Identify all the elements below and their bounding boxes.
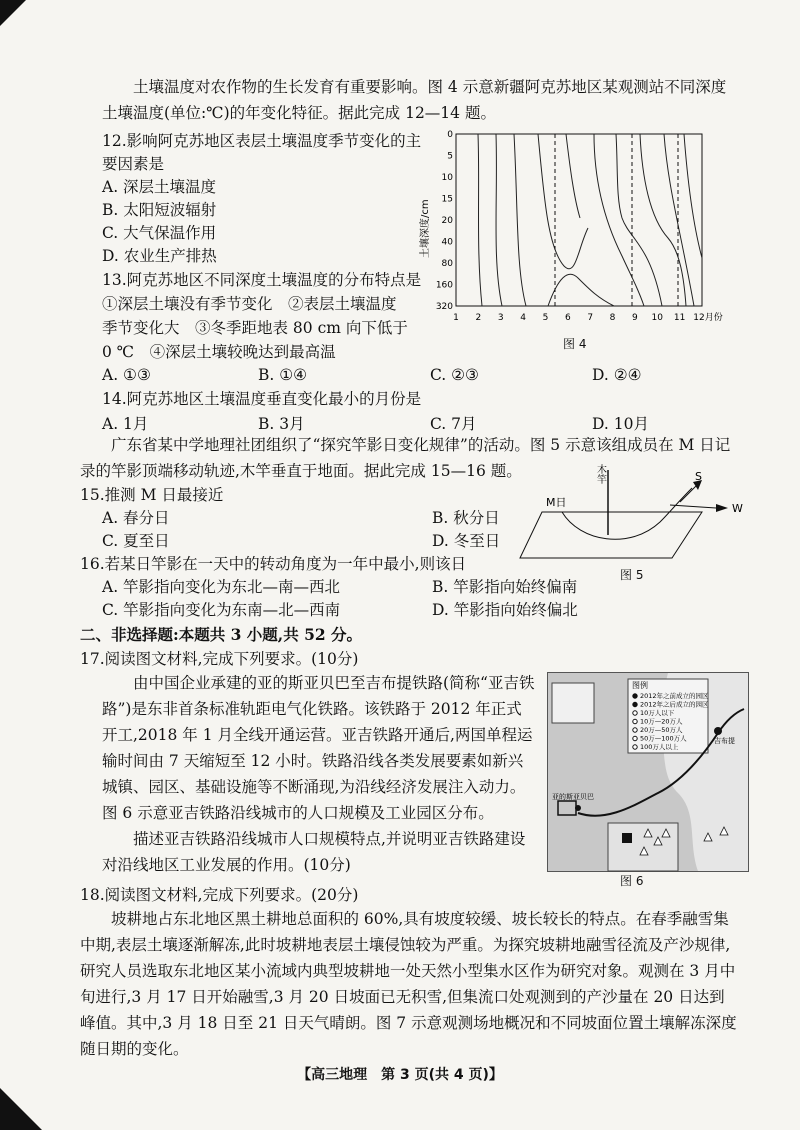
q15-stem: 15.推测 M 日最接近 xyxy=(80,486,224,504)
q13-option-b[interactable]: B. ①④ xyxy=(258,366,308,384)
fig5-w-label: W xyxy=(732,502,743,515)
fig6-legend-item: 50万—100万人 xyxy=(640,734,687,743)
fig4-xtick-label: 4 xyxy=(520,313,526,323)
fig4-xtick-label: 2 xyxy=(475,313,482,323)
figure-6-map xyxy=(547,672,749,872)
q12-stem-line1: 12.影响阿克苏地区表层土壤温度季节变化的主 xyxy=(102,132,422,150)
fig4-ytick-label: 15 xyxy=(441,194,453,205)
fig6-legend-symbol xyxy=(633,728,637,732)
fig4-ytick-label: 40 xyxy=(441,237,453,248)
q15-option-c[interactable]: C. 夏至日 xyxy=(102,532,170,550)
intro-paragraph-1: 土壤温度对农作物的生长发育有重要影响。图 4 示意新疆阿克苏地区某观测站不同深度土壤温度(单位:℃)的年变化特征。据此完成 12—14 题。 xyxy=(102,78,727,122)
q14-option-a[interactable]: A. 1月 xyxy=(102,415,149,433)
fig4-xtick-label: 7 xyxy=(587,313,594,323)
q14-option-c[interactable]: C. 7月 xyxy=(430,415,477,433)
q13-stem-line3: 季节变化大 ③冬季距地表 80 cm 向下低于 xyxy=(102,319,408,337)
fig4-xtick-label: 5 xyxy=(542,313,549,323)
q14-stem: 14.阿克苏地区土壤温度垂直变化最小的月份是 xyxy=(102,390,422,408)
fig4-ytick-label: 160 xyxy=(435,280,453,291)
q13-option-c[interactable]: C. ②③ xyxy=(430,366,479,384)
fig5-caption: 图 5 xyxy=(620,568,644,582)
q13-stem-line1: 13.阿克苏地区不同深度土壤温度的分布特点是 xyxy=(102,271,422,289)
q14-option-d[interactable]: D. 10月 xyxy=(592,415,649,433)
q17-task: 描述亚吉铁路沿线城市人口规模特点,并说明亚吉铁路建设对沿线地区工业发展的作用。(10分) xyxy=(102,830,526,874)
fig4-ytick-label: 5 xyxy=(447,151,453,162)
fig5-pole-label: 木竿 xyxy=(594,464,606,484)
corner-mark-bottom-left xyxy=(0,1088,42,1130)
q17-material: 由中国企业承建的亚的斯亚贝巴至吉布提铁路(简称“亚吉铁路”)是东非首条标准轨距电气化铁路。该铁路于 2012 年正式开工,2018 年 1 月全线开通运营。亚吉铁路开通后,两国单程运输时间由 7 天缩短至 12 小时。铁路沿线各类发展要素如新兴城镇、园区、基础设施等不断涌现,为沿线经济发展注入动力。图 6 示意亚吉铁路沿线城市的人口规模及工业园区分布。 xyxy=(102,674,535,822)
q16-option-c[interactable]: C. 竿影指向变化为东南—北—西南 xyxy=(102,601,341,619)
q16-stem: 16.若某日竿影在一天中的转动角度为一年中最小,则该日 xyxy=(80,555,467,573)
q15-option-a[interactable]: A. 春分日 xyxy=(102,509,170,527)
fig6-legend-symbol xyxy=(633,711,637,715)
figure-4-contour-chart xyxy=(418,128,723,350)
corner-mark-top-left xyxy=(0,0,26,26)
fig6-legend-item: 2012年之前成立的园区 xyxy=(640,692,709,700)
fig6-legend-symbol xyxy=(633,736,637,740)
q12-stem-line2: 要因素是 xyxy=(102,155,165,173)
fig4-xtick-label: 6 xyxy=(564,313,571,323)
fig5-s-label: S xyxy=(695,470,702,483)
fig6-legend-symbol xyxy=(633,702,637,706)
fig4-caption: 图 4 xyxy=(563,337,587,351)
fig6-legend-title: 图例 xyxy=(632,681,648,690)
fig6-legend-symbol xyxy=(633,694,637,698)
fig6-legend-item: 100万人以上 xyxy=(640,743,679,751)
fig6-legend-item: 2012年之后成立的园区 xyxy=(640,700,709,709)
q18-stem: 18.阅读图文材料,完成下列要求。(20分) xyxy=(80,886,359,904)
fig6-legend-symbol xyxy=(633,719,637,723)
fig4-xtick-label: 11 xyxy=(673,313,686,323)
figure-5-shadow-diagram xyxy=(520,460,760,570)
fig4-ytick-label: 320 xyxy=(435,302,453,312)
q16-option-b[interactable]: B. 竿影指向始终偏南 xyxy=(432,578,578,596)
fig6-legend-item: 20万—50万人 xyxy=(640,726,683,734)
q12-option-c[interactable]: C. 大气保温作用 xyxy=(102,224,217,242)
fig4-xtick-label: 12月份 xyxy=(693,313,723,323)
q12-option-a[interactable]: A. 深层土壤温度 xyxy=(102,178,217,196)
fig6-label-city1: 吉布提 xyxy=(714,737,735,745)
q13-stem-line2: ①深层土壤没有季节变化 ②表层土壤温度 xyxy=(102,295,397,313)
fig4-ytick-label: 20 xyxy=(441,216,453,226)
q14-option-b[interactable]: B. 3月 xyxy=(258,415,305,433)
q16-option-a[interactable]: A. 竿影指向变化为东北—南—西北 xyxy=(102,578,341,596)
fig4-ytick-label: 80 xyxy=(441,259,453,269)
fig5-m-label: M日 xyxy=(546,496,567,509)
q13-option-a[interactable]: A. ①③ xyxy=(102,366,151,384)
q18-material: 坡耕地占东北地区黑土耕地总面积的 60%,具有坡度较缓、坡长较长的特点。在春季融雪集中期,表层土壤逐渐解冻,此时坡耕地表层土壤侵蚀较为严重。为探究坡耕地融雪径流及产沙规律,研究人员选取东北地区某小流域内典型坡耕地一处天然小型集水区作为研究对象。观测在 3 月中旬进行,3 月 17 日开始融雪,3 月 20 日坡面已无积雪,但集流口处观测到的产沙量在 20 日达到峰值。其中,3 月 18 日至 21 日天气晴朗。图 7 示意观测场地概况和不同坡面位置土壤解冻深度随日期的变化。 xyxy=(80,910,737,1058)
q15-option-b[interactable]: B. 秋分日 xyxy=(432,509,500,527)
fig4-ytick-label: 10 xyxy=(441,173,453,183)
q12-option-b[interactable]: B. 太阳短波辐射 xyxy=(102,201,217,219)
intro-paragraph-2: 广东省某中学地理社团组织了“探究竿影日变化规律”的活动。图 5 示意该组成员在 M 日记录的竿影顶端移动轨迹,木竿垂直于地面。据此完成 15—16 题。 xyxy=(80,436,731,480)
fig4-ytick-label: 0 xyxy=(447,130,453,140)
q12-option-d[interactable]: D. 农业生产排热 xyxy=(102,247,217,265)
fig6-legend-item: 10万人以下 xyxy=(640,709,675,717)
fig4-xtick-label: 8 xyxy=(609,313,616,323)
fig4-xtick-label: 9 xyxy=(632,313,638,323)
q16-option-d[interactable]: D. 竿影指向始终偏北 xyxy=(432,601,578,619)
page-footer: 【高三地理 第 3 页(共 4 页)】 xyxy=(297,1067,503,1083)
q13-option-d[interactable]: D. ②④ xyxy=(592,366,642,384)
q17-stem: 17.阅读图文材料,完成下列要求。(10分) xyxy=(80,650,359,668)
fig6-legend-item: 10万—20万人 xyxy=(640,717,683,726)
fig6-label-city2: 亚的斯亚贝巴 xyxy=(552,793,594,801)
fig4-ylabel: 土壤深度/cm xyxy=(420,199,431,258)
q15-option-d[interactable]: D. 冬至日 xyxy=(432,532,501,550)
fig6-legend-symbol xyxy=(633,745,637,749)
fig4-xtick-label: 1 xyxy=(453,313,459,323)
fig6-caption: 图 6 xyxy=(620,874,644,888)
q13-stem-line4: 0 ℃ ④深层土壤较晚达到最高温 xyxy=(102,343,336,361)
fig4-xtick-label: 3 xyxy=(497,313,504,323)
fig4-xtick-label: 10 xyxy=(651,313,663,323)
section-2-heading: 二、非选择题:本题共 3 小题,共 52 分。 xyxy=(80,625,363,644)
